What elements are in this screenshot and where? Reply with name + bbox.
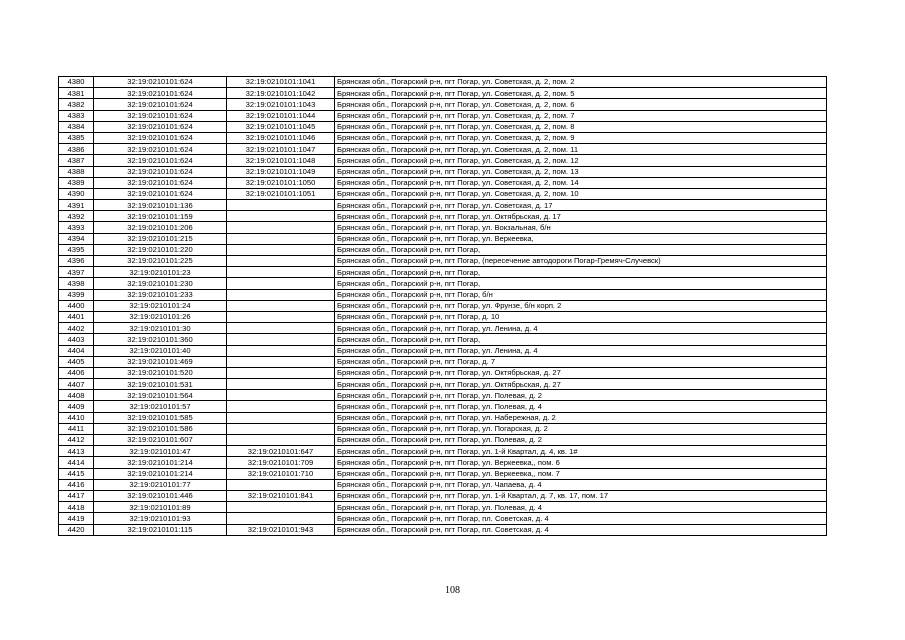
row-number-cell: 4409 — [59, 401, 94, 412]
row-number-cell: 4388 — [59, 166, 94, 177]
table-row — [59, 367, 827, 378]
row-number-cell: 4408 — [59, 390, 94, 401]
address-cell: Брянская обл., Погарский р-н, пгт Погар, ул. Полевая, д. 4 — [335, 502, 827, 513]
table-row — [59, 379, 827, 390]
table-row — [59, 524, 827, 535]
object-cadastral-number-cell — [227, 513, 335, 524]
land-cadastral-number-cell: 32:19:0210101:225 — [94, 256, 227, 267]
table-row — [59, 222, 827, 233]
land-cadastral-number-cell: 32:19:0210101:446 — [94, 490, 227, 501]
table-row — [59, 188, 827, 199]
address-cell: Брянская обл., Погарский р-н, пгт Погар, ул. Веркеевка, — [335, 233, 827, 244]
object-cadastral-number-cell: 32:19:0210101:1044 — [227, 110, 335, 121]
row-number-cell: 4400 — [59, 300, 94, 311]
row-number-cell: 4418 — [59, 502, 94, 513]
land-cadastral-number-cell: 32:19:0210101:230 — [94, 278, 227, 289]
table-row — [59, 289, 827, 300]
land-cadastral-number-cell: 32:19:0210101:26 — [94, 311, 227, 322]
row-number-cell: 4404 — [59, 345, 94, 356]
address-cell: Брянская обл., Погарский р-н, пгт Погар, ул. Советская, д. 2, пом. 14 — [335, 177, 827, 188]
row-number-cell: 4411 — [59, 423, 94, 434]
address-cell: Брянская обл., Погарский р-н, пгт Погар, ул. Октябрьская, д. 27 — [335, 379, 827, 390]
address-cell: Брянская обл., Погарский р-н, пгт Погар, ул. Полевая, д. 4 — [335, 401, 827, 412]
land-cadastral-number-cell: 32:19:0210101:520 — [94, 367, 227, 378]
address-cell: Брянская обл., Погарский р-н, пгт Погар, д. 7 — [335, 356, 827, 367]
land-cadastral-number-cell: 32:19:0210101:469 — [94, 356, 227, 367]
table-row — [59, 468, 827, 479]
object-cadastral-number-cell: 32:19:0210101:647 — [227, 446, 335, 457]
table-row — [59, 99, 827, 110]
row-number-cell: 4406 — [59, 367, 94, 378]
table-row — [59, 278, 827, 289]
object-cadastral-number-cell — [227, 300, 335, 311]
land-cadastral-number-cell: 32:19:0210101:159 — [94, 211, 227, 222]
land-cadastral-number-cell: 32:19:0210101:624 — [94, 121, 227, 132]
row-number-cell: 4389 — [59, 177, 94, 188]
table-row — [59, 110, 827, 121]
table-row — [59, 233, 827, 244]
land-cadastral-number-cell: 32:19:0210101:607 — [94, 435, 227, 446]
object-cadastral-number-cell: 32:19:0210101:1045 — [227, 121, 335, 132]
row-number-cell: 4396 — [59, 256, 94, 267]
table-row — [59, 446, 827, 457]
object-cadastral-number-cell: 32:19:0210101:1043 — [227, 99, 335, 110]
land-cadastral-number-cell: 32:19:0210101:624 — [94, 177, 227, 188]
address-cell: Брянская обл., Погарский р-н, пгт Погар, — [335, 267, 827, 278]
land-cadastral-number-cell: 32:19:0210101:30 — [94, 323, 227, 334]
land-cadastral-number-cell: 32:19:0210101:89 — [94, 502, 227, 513]
address-cell: Брянская обл., Погарский р-н, пгт Погар, ул. Погарская, д. 2 — [335, 423, 827, 434]
row-number-cell: 4405 — [59, 356, 94, 367]
land-cadastral-number-cell: 32:19:0210101:93 — [94, 513, 227, 524]
address-cell: Брянская обл., Погарский р-н, пгт Погар, ул. Советская, д. 2, пом. 13 — [335, 166, 827, 177]
table-row — [59, 121, 827, 132]
row-number-cell: 4410 — [59, 412, 94, 423]
table-row — [59, 334, 827, 345]
object-cadastral-number-cell: 32:19:0210101:1042 — [227, 88, 335, 99]
table-row — [59, 177, 827, 188]
row-number-cell: 4417 — [59, 490, 94, 501]
land-cadastral-number-cell: 32:19:0210101:220 — [94, 244, 227, 255]
object-cadastral-number-cell — [227, 435, 335, 446]
table-row — [59, 479, 827, 490]
table-row — [59, 88, 827, 99]
row-number-cell: 4416 — [59, 479, 94, 490]
table-row — [59, 300, 827, 311]
address-cell: Брянская обл., Погарский р-н, пгт Погар, ул. Советская, д. 17 — [335, 200, 827, 211]
table-row — [59, 166, 827, 177]
land-cadastral-number-cell: 32:19:0210101:40 — [94, 345, 227, 356]
object-cadastral-number-cell: 32:19:0210101:841 — [227, 490, 335, 501]
row-number-cell: 4419 — [59, 513, 94, 524]
row-number-cell: 4392 — [59, 211, 94, 222]
table-row — [59, 256, 827, 267]
object-cadastral-number-cell — [227, 222, 335, 233]
address-cell: Брянская обл., Погарский р-н, пгт Погар, ул. Советская, д. 2, пом. 5 — [335, 88, 827, 99]
table-row — [59, 390, 827, 401]
address-cell: Брянская обл., Погарский р-н, пгт Погар, ул. Советская, д. 2, пом. 7 — [335, 110, 827, 121]
object-cadastral-number-cell: 32:19:0210101:1048 — [227, 155, 335, 166]
object-cadastral-number-cell: 32:19:0210101:1050 — [227, 177, 335, 188]
object-cadastral-number-cell — [227, 244, 335, 255]
row-number-cell: 4407 — [59, 379, 94, 390]
address-cell: Брянская обл., Погарский р-н, пгт Погар, ул. 1-й Квартал, д. 7, кв. 17, пом. 17 — [335, 490, 827, 501]
land-cadastral-number-cell: 32:19:0210101:624 — [94, 144, 227, 155]
address-cell: Брянская обл., Погарский р-н, пгт Погар, ул. Советская, д. 2, пом. 8 — [335, 121, 827, 132]
table-row — [59, 513, 827, 524]
object-cadastral-number-cell — [227, 356, 335, 367]
row-number-cell: 4420 — [59, 524, 94, 535]
table-row — [59, 345, 827, 356]
object-cadastral-number-cell — [227, 233, 335, 244]
address-cell: Брянская обл., Погарский р-н, пгт Погар, ул. Полевая, д. 2 — [335, 390, 827, 401]
table-row — [59, 401, 827, 412]
address-cell: Брянская обл., Погарский р-н, пгт Погар, (пересечение автодороги Погар-Гремяч-Случевск) — [335, 256, 827, 267]
address-cell: Брянская обл., Погарский р-н, пгт Погар, ул. Октябрьская, д. 27 — [335, 367, 827, 378]
object-cadastral-number-cell — [227, 289, 335, 300]
table-row — [59, 211, 827, 222]
object-cadastral-number-cell — [227, 390, 335, 401]
address-cell: Брянская обл., Погарский р-н, пгт Погар, ул. Набережная, д. 2 — [335, 412, 827, 423]
land-cadastral-number-cell: 32:19:0210101:624 — [94, 88, 227, 99]
object-cadastral-number-cell — [227, 334, 335, 345]
object-cadastral-number-cell — [227, 367, 335, 378]
object-cadastral-number-cell — [227, 479, 335, 490]
cadastral-table — [58, 76, 827, 536]
land-cadastral-number-cell: 32:19:0210101:214 — [94, 468, 227, 479]
object-cadastral-number-cell — [227, 345, 335, 356]
address-cell: Брянская обл., Погарский р-н, пгт Погар, ул. Полевая, д. 2 — [335, 435, 827, 446]
address-cell: Брянская обл., Погарский р-н, пгт Погар, ул. Веркеевка,, пом. 7 — [335, 468, 827, 479]
row-number-cell: 4412 — [59, 435, 94, 446]
table-row — [59, 155, 827, 166]
row-number-cell: 4393 — [59, 222, 94, 233]
row-number-cell: 4385 — [59, 132, 94, 143]
address-cell: Брянская обл., Погарский р-н, пгт Погар, б/н — [335, 289, 827, 300]
address-cell: Брянская обл., Погарский р-н, пгт Погар, — [335, 334, 827, 345]
row-number-cell: 4395 — [59, 244, 94, 255]
land-cadastral-number-cell: 32:19:0210101:531 — [94, 379, 227, 390]
land-cadastral-number-cell: 32:19:0210101:624 — [94, 110, 227, 121]
table-row — [59, 502, 827, 513]
table-row — [59, 244, 827, 255]
object-cadastral-number-cell — [227, 267, 335, 278]
land-cadastral-number-cell: 32:19:0210101:360 — [94, 334, 227, 345]
row-number-cell: 4399 — [59, 289, 94, 300]
table-row — [59, 200, 827, 211]
land-cadastral-number-cell: 32:19:0210101:115 — [94, 524, 227, 535]
row-number-cell: 4401 — [59, 311, 94, 322]
address-cell: Брянская обл., Погарский р-н, пгт Погар, — [335, 278, 827, 289]
table-row — [59, 423, 827, 434]
land-cadastral-number-cell: 32:19:0210101:47 — [94, 446, 227, 457]
table-row — [59, 144, 827, 155]
land-cadastral-number-cell: 32:19:0210101:624 — [94, 77, 227, 88]
object-cadastral-number-cell — [227, 423, 335, 434]
object-cadastral-number-cell: 32:19:0210101:1041 — [227, 77, 335, 88]
address-cell: Брянская обл., Погарский р-н, пгт Погар, ул. Советская, д. 2, пом. 6 — [335, 99, 827, 110]
land-cadastral-number-cell: 32:19:0210101:136 — [94, 200, 227, 211]
row-number-cell: 4383 — [59, 110, 94, 121]
address-cell: Брянская обл., Погарский р-н, пгт Погар, ул. Ленина, д. 4 — [335, 323, 827, 334]
land-cadastral-number-cell: 32:19:0210101:77 — [94, 479, 227, 490]
row-number-cell: 4391 — [59, 200, 94, 211]
object-cadastral-number-cell: 32:19:0210101:1051 — [227, 188, 335, 199]
row-number-cell: 4414 — [59, 457, 94, 468]
row-number-cell: 4386 — [59, 144, 94, 155]
address-cell: Брянская обл., Погарский р-н, пгт Погар, ул. Советская, д. 2, пом. 10 — [335, 188, 827, 199]
table-row — [59, 356, 827, 367]
table-row — [59, 323, 827, 334]
land-cadastral-number-cell: 32:19:0210101:57 — [94, 401, 227, 412]
land-cadastral-number-cell: 32:19:0210101:624 — [94, 155, 227, 166]
table-row — [59, 490, 827, 501]
row-number-cell: 4402 — [59, 323, 94, 334]
address-cell: Брянская обл., Погарский р-н, пгт Погар, ул. Веркеевка,, пом. 6 — [335, 457, 827, 468]
object-cadastral-number-cell — [227, 401, 335, 412]
land-cadastral-number-cell: 32:19:0210101:586 — [94, 423, 227, 434]
address-cell: Брянская обл., Погарский р-н, пгт Погар, пл. Советская, д. 4 — [335, 513, 827, 524]
address-cell: Брянская обл., Погарский р-н, пгт Погар, ул. Советская, д. 2, пом. 11 — [335, 144, 827, 155]
object-cadastral-number-cell — [227, 278, 335, 289]
address-cell: Брянская обл., Погарский р-н, пгт Погар, д. 10 — [335, 311, 827, 322]
address-cell: Брянская обл., Погарский р-н, пгт Погар, ул. Ленина, д. 4 — [335, 345, 827, 356]
row-number-cell: 4381 — [59, 88, 94, 99]
row-number-cell: 4384 — [59, 121, 94, 132]
table-row — [59, 412, 827, 423]
table-row — [59, 457, 827, 468]
land-cadastral-number-cell: 32:19:0210101:624 — [94, 166, 227, 177]
object-cadastral-number-cell: 32:19:0210101:1047 — [227, 144, 335, 155]
address-cell: Брянская обл., Погарский р-н, пгт Погар, ул. Чапаева, д. 4 — [335, 479, 827, 490]
land-cadastral-number-cell: 32:19:0210101:233 — [94, 289, 227, 300]
land-cadastral-number-cell: 32:19:0210101:585 — [94, 412, 227, 423]
address-cell: Брянская обл., Погарский р-н, пгт Погар, ул. Советская, д. 2, пом. 12 — [335, 155, 827, 166]
land-cadastral-number-cell: 32:19:0210101:624 — [94, 99, 227, 110]
row-number-cell: 4387 — [59, 155, 94, 166]
object-cadastral-number-cell — [227, 311, 335, 322]
land-cadastral-number-cell: 32:19:0210101:624 — [94, 188, 227, 199]
address-cell: Брянская обл., Погарский р-н, пгт Погар, ул. Советская, д. 2, пом. 2 — [335, 77, 827, 88]
address-cell: Брянская обл., Погарский р-н, пгт Погар, ул. Фрунзе, б/н корп. 2 — [335, 300, 827, 311]
row-number-cell: 4397 — [59, 267, 94, 278]
land-cadastral-number-cell: 32:19:0210101:564 — [94, 390, 227, 401]
address-cell: Брянская обл., Погарский р-н, пгт Погар, ул. 1-й Квартал, д. 4, кв. 1# — [335, 446, 827, 457]
row-number-cell: 4398 — [59, 278, 94, 289]
object-cadastral-number-cell — [227, 200, 335, 211]
address-cell: Брянская обл., Погарский р-н, пгт Погар, — [335, 244, 827, 255]
address-cell: Брянская обл., Погарский р-н, пгт Погар, ул. Вокзальная, б/н — [335, 222, 827, 233]
land-cadastral-number-cell: 32:19:0210101:206 — [94, 222, 227, 233]
row-number-cell: 4403 — [59, 334, 94, 345]
object-cadastral-number-cell: 32:19:0210101:710 — [227, 468, 335, 479]
row-number-cell: 4380 — [59, 77, 94, 88]
land-cadastral-number-cell: 32:19:0210101:23 — [94, 267, 227, 278]
row-number-cell: 4382 — [59, 99, 94, 110]
object-cadastral-number-cell: 32:19:0210101:1049 — [227, 166, 335, 177]
land-cadastral-number-cell: 32:19:0210101:24 — [94, 300, 227, 311]
object-cadastral-number-cell — [227, 379, 335, 390]
page-number: 108 — [445, 585, 460, 596]
table-row — [59, 267, 827, 278]
object-cadastral-number-cell: 32:19:0210101:709 — [227, 457, 335, 468]
row-number-cell: 4390 — [59, 188, 94, 199]
table-row — [59, 77, 827, 88]
table-row — [59, 435, 827, 446]
address-cell: Брянская обл., Погарский р-н, пгт Погар, ул. Октябрьская, д. 17 — [335, 211, 827, 222]
table-row — [59, 311, 827, 322]
object-cadastral-number-cell: 32:19:0210101:1046 — [227, 132, 335, 143]
row-number-cell: 4413 — [59, 446, 94, 457]
object-cadastral-number-cell — [227, 502, 335, 513]
row-number-cell: 4394 — [59, 233, 94, 244]
table-body — [59, 77, 827, 536]
object-cadastral-number-cell — [227, 256, 335, 267]
land-cadastral-number-cell: 32:19:0210101:214 — [94, 457, 227, 468]
table-row — [59, 132, 827, 143]
address-cell: Брянская обл., Погарский р-н, пгт Погар, ул. Советская, д. 2, пом. 9 — [335, 132, 827, 143]
object-cadastral-number-cell — [227, 412, 335, 423]
land-cadastral-number-cell: 32:19:0210101:215 — [94, 233, 227, 244]
object-cadastral-number-cell — [227, 323, 335, 334]
row-number-cell: 4415 — [59, 468, 94, 479]
land-cadastral-number-cell: 32:19:0210101:624 — [94, 132, 227, 143]
address-cell: Брянская обл., Погарский р-н, пгт Погар, пл. Советская, д. 4 — [335, 524, 827, 535]
object-cadastral-number-cell — [227, 211, 335, 222]
object-cadastral-number-cell: 32:19:0210101:943 — [227, 524, 335, 535]
